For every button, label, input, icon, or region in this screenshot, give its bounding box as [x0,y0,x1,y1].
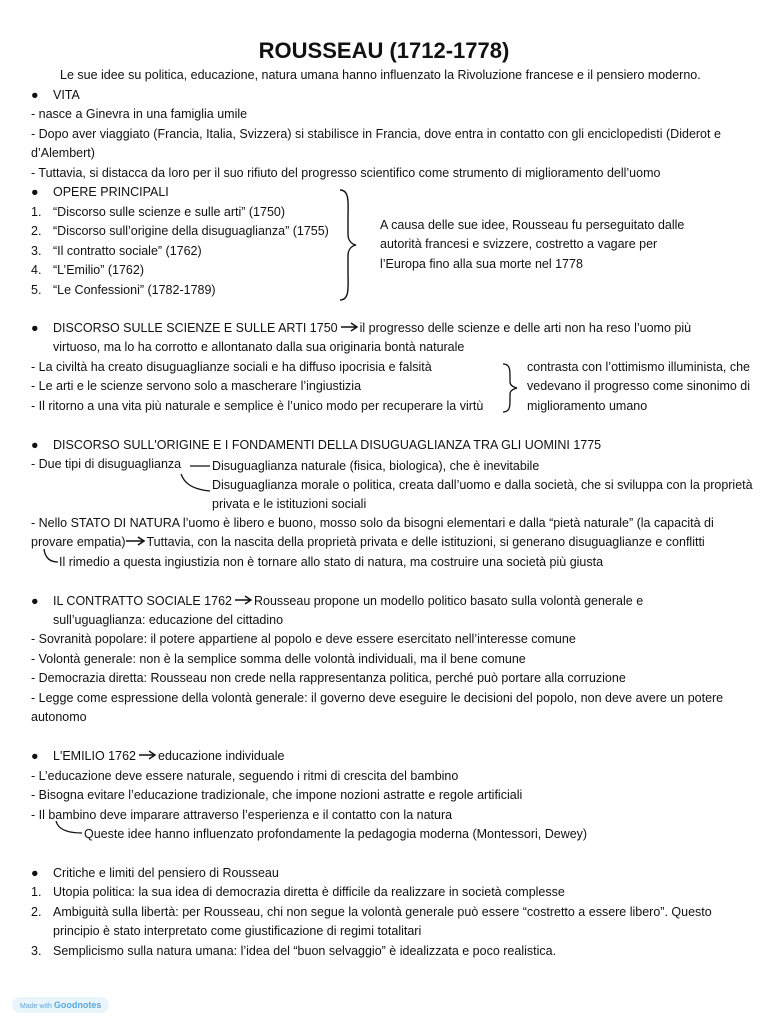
scienze-heading: DISCORSO SULLE SCIENZE E SULLE ARTI 1750 il progresso delle scienze e delle arti non ha reso l’uomo più [53,321,692,335]
contratto-line: - Volontà generale: non è la semplice somma delle volontà individuali, ma il bene comune [31,652,526,666]
contratto-heading-cont: sull’uguaglianza: educazione del cittadino [53,613,284,627]
contratto-line: - Sovranità popolare: il potere appartiene al popolo e deve essere esercitato nell’interesse comune [31,632,576,646]
list-number: 3. [31,944,42,958]
arrow-right-icon [341,322,359,332]
intro-text: Le sue idee su politica, educazione, natura umana hanno influenzato la Rivoluzione francese e il pensiero moderno. [60,68,701,82]
curly-brace-icon [336,188,360,302]
arrow-right-icon [126,536,146,546]
list-number: 3. [31,244,42,258]
opere-item: “Discorso sulle scienze e sulle arti” (1750) [53,205,286,219]
list-number: 2. [31,905,42,919]
critiche-item: Semplicismo sulla natura umana: l’idea del “buon selvaggio” è idealizzata e poco realistica. [53,944,557,958]
opere-item: “Discorso sull’origine della disuguaglianza” (1755) [53,224,329,238]
bullet: ● [31,185,39,199]
bullet: ● [31,866,39,880]
opere-item: “Il contratto sociale” (1762) [53,244,202,258]
critiche-item: Utopia politica: la sua idea di democrazia diretta è difficile da realizzare in società complesse [53,885,565,899]
goodnotes-watermark: Made with Goodnotes [12,997,109,1013]
branch-lines-icon [176,458,212,498]
opere-note: l’Europa fino alla sua morte nel 1778 [380,257,583,271]
contratto-line: autonomo [31,710,87,724]
hook-arrow-icon [54,819,84,839]
opere-note: autorità francesi e svizzere, costretto a vagare per [380,237,658,251]
arrow-right-icon [235,595,253,605]
critiche-item-cont: principio è stato interpretato come giustificazione di regimi totalitari [53,924,422,938]
contratto-heading: IL CONTRATTO SOCIALE 1762 Rousseau propone un modello politico basato sulla volontà generale e [53,594,644,608]
origine-heading: DISCORSO SULL'ORIGINE E I FONDAMENTI DELLA DISUGUAGLIANZA TRA GLI UOMINI 1775 [53,438,602,452]
curly-brace-icon [500,362,522,414]
scienze-line: - Il ritorno a una vita più naturale e semplice è l’unico modo per recuperare la virtù [31,399,484,413]
vita-line: - Dopo aver viaggiato (Francia, Italia, Svizzera) si stabilisce in Francia, dove entra in contatto con gli enciclopedisti (Diderot e [31,127,721,141]
disuguaglianza-morale-cont: privata e le istituzioni sociali [212,497,367,511]
disuguaglianza-naturale: Disuguaglianza naturale (fisica, biologica), che è inevitabile [212,459,540,473]
scienze-note: vedevano il progresso come sinonimo di [527,379,751,393]
list-number: 1. [31,885,42,899]
bullet: ● [31,321,39,335]
emilio-line: - Il bambino deve imparare attraverso l’esperienza e il contatto con la natura [31,808,453,822]
bullet: ● [31,88,39,102]
arrow-right-icon [139,750,157,760]
contratto-line: - Democrazia diretta: Rousseau non crede nella rappresentanza politica, perché può portare alla corruzione [31,671,626,685]
critiche-heading: Critiche e limiti del pensiero di Rousseau [53,866,279,880]
list-number: 1. [31,205,42,219]
list-number: 5. [31,283,42,297]
opere-note: A causa delle sue idee, Rousseau fu perseguitato dalle [380,218,685,232]
emilio-line: - L’educazione deve essere naturale, seguendo i ritmi di crescita del bambino [31,769,459,783]
page-title: ROUSSEAU (1712-1778) [258,38,510,63]
bullet: ● [31,438,39,452]
emilio-heading: L'EMILIO 1762 educazione individuale [53,749,285,763]
vita-line: d’Alembert) [31,146,95,160]
scienze-line: - Le arti e le scienze servono solo a mascherare l’ingiustizia [31,379,362,393]
origine-tipi: - Due tipi di disuguaglianza [31,457,182,471]
rimedio-text: Il rimedio a questa ingiustizia non è tornare allo stato di natura, ma costruire una società più giusta [59,555,604,569]
scienze-note: contrasta con l’ottimismo illuminista, che [527,360,750,374]
vita-heading: VITA [53,88,80,102]
scienze-heading-cont: virtuoso, ma lo ha corrotto e allontanato dalla sua originaria bontà naturale [53,340,465,354]
emilio-line: - Bisogna evitare l’educazione tradizionale, che impone nozioni astratte e regole artificiali [31,788,523,802]
bullet: ● [31,594,39,608]
vita-line: - Tuttavia, si distacca da loro per il suo rifiuto del progresso scientifico come strumento di miglioramento dell’uomo [31,166,661,180]
contratto-line: - Legge come espressione della volontà generale: il governo deve eseguire le decisioni del popolo, non deve avere un potere [31,691,724,705]
list-number: 4. [31,263,42,277]
disuguaglianza-morale: Disuguaglianza morale o politica, creata dall’uomo e dalla società, che si sviluppa con la proprietà [212,478,753,492]
critiche-item: Ambiguità sulla libertà: per Rousseau, chi non segue la volontà generale può essere “costretto a essere libero”. Questo [53,905,712,919]
list-number: 2. [31,224,42,238]
opere-item: “L’Emilio” (1762) [53,263,145,277]
scienze-note: miglioramento umano [527,399,648,413]
opere-heading: OPERE PRINCIPALI [53,185,169,199]
emilio-note: Queste idee hanno influenzato profondamente la pedagogia moderna (Montessori, Dewey) [84,827,588,841]
opere-item: “Le Confessioni” (1782-1789) [53,283,216,297]
vita-line: - nasce a Ginevra in una famiglia umile [31,107,248,121]
stato-natura-line: provare empatia) Tuttavia, con la nascita della proprietà privata e delle istituzioni, si generano disuguaglianze e conflitti [31,535,705,549]
stato-natura-line: - Nello STATO DI NATURA l’uomo è libero e buono, mosso solo da bisogni elementari e dalla “pietà naturale” (la capacità di [31,516,714,530]
hook-arrow-icon [42,547,60,567]
bullet: ● [31,749,39,763]
scienze-line: - La civiltà ha creato disuguaglianze sociali e ha diffuso ipocrisia e falsità [31,360,432,374]
